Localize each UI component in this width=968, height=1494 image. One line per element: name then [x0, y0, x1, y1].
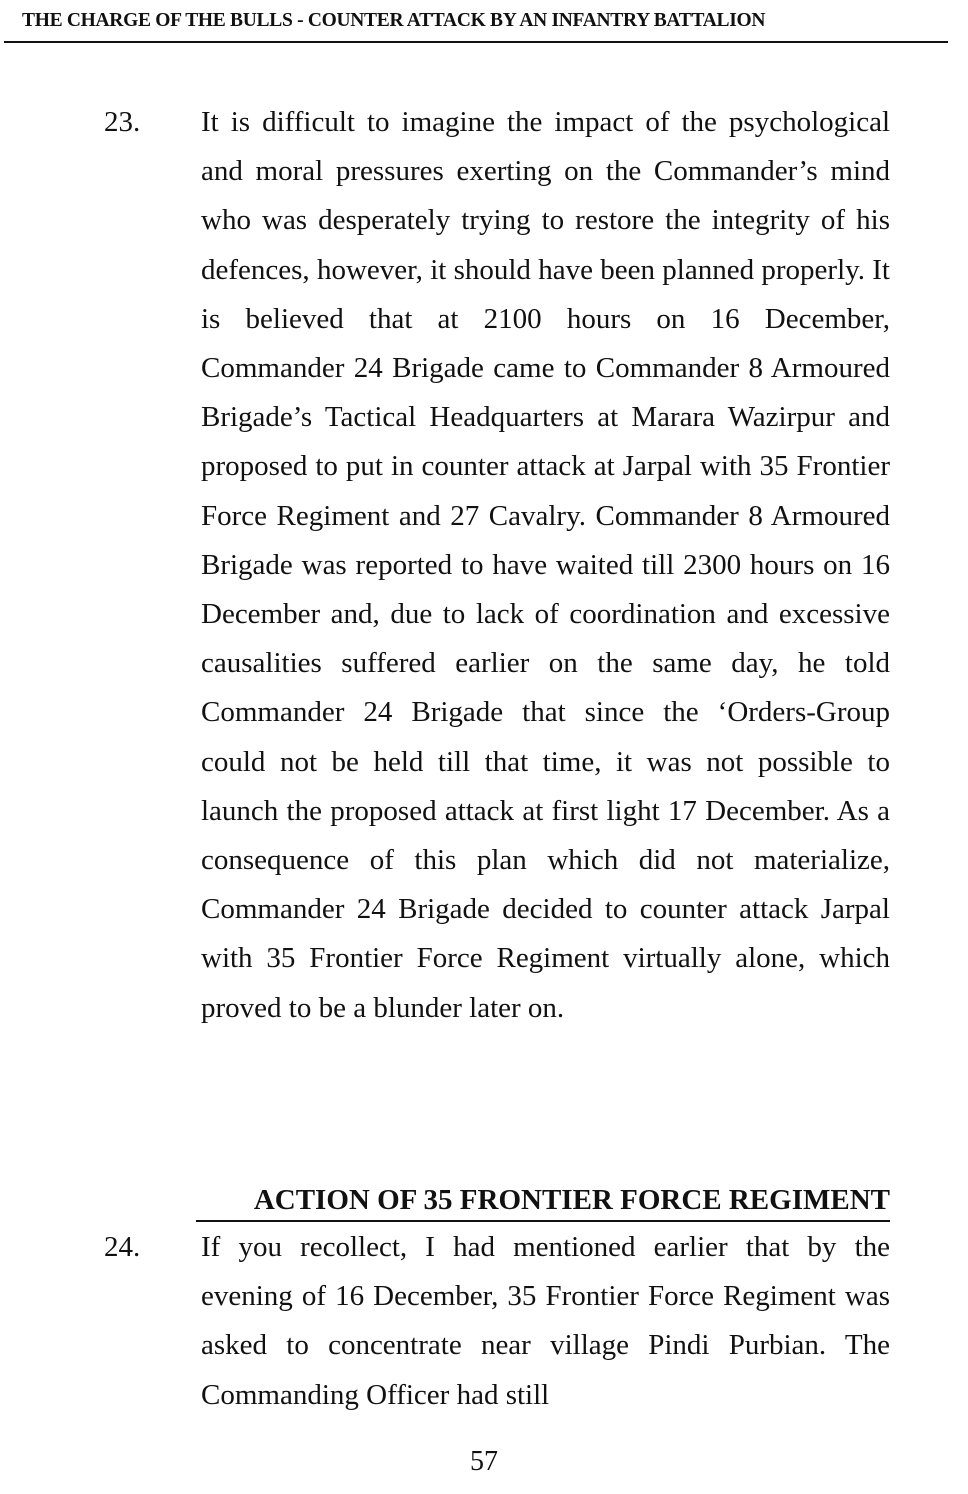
paragraph-text: If you recollect, I had mentioned earlier that by the evening of 16 December, 35 Frontier Force Regiment was asked to concentrate near village Pindi Purbian. The Commanding Officer had still	[201, 1231, 890, 1411]
paragraph-number: 23.	[104, 106, 141, 138]
page-number: 57	[470, 1446, 498, 1477]
paragraph-number: 24.	[104, 1231, 141, 1263]
paragraph-text: It is difficult to imagine the impact of the psychological and moral pressures exerting on the Commander’s mind who was desperately trying to restore the integrity of his defences, however, it should have been planned properly. It is believed that at 2100 hours on 16 December, Commander 24 Brigade came to Commander 8 Armoured Brigade’s Tactical Headquarters at Marara Wazirpur and proposed to put in counter attack at Jarpal with 35 Frontier Force Regiment and 27 Cavalry. Commander 8 Armoured Brigade was reported to have waited till 2300 hours on 16 December and, due to lack of coordination and excessive causalities suffered earlier on the same day, he told Commander 24 Brigade that since the ‘Orders-Group could not be held till that time, it was not possible to launch the proposed attack at first light 17 December. As a consequence of this plan which did not materialize, Commander 24 Brigade decided to counter attack Jarpal with 35 Frontier Force Regiment virtually alone, which proved to be a blunder later on.	[201, 106, 890, 1024]
section-heading: ACTION OF 35 FRONTIER FORCE REGIMENT	[196, 1180, 890, 1222]
header-rule	[4, 41, 948, 43]
running-header: THE CHARGE OF THE BULLS - COUNTER ATTACK BY AN INFANTRY BATTALION	[22, 10, 766, 31]
